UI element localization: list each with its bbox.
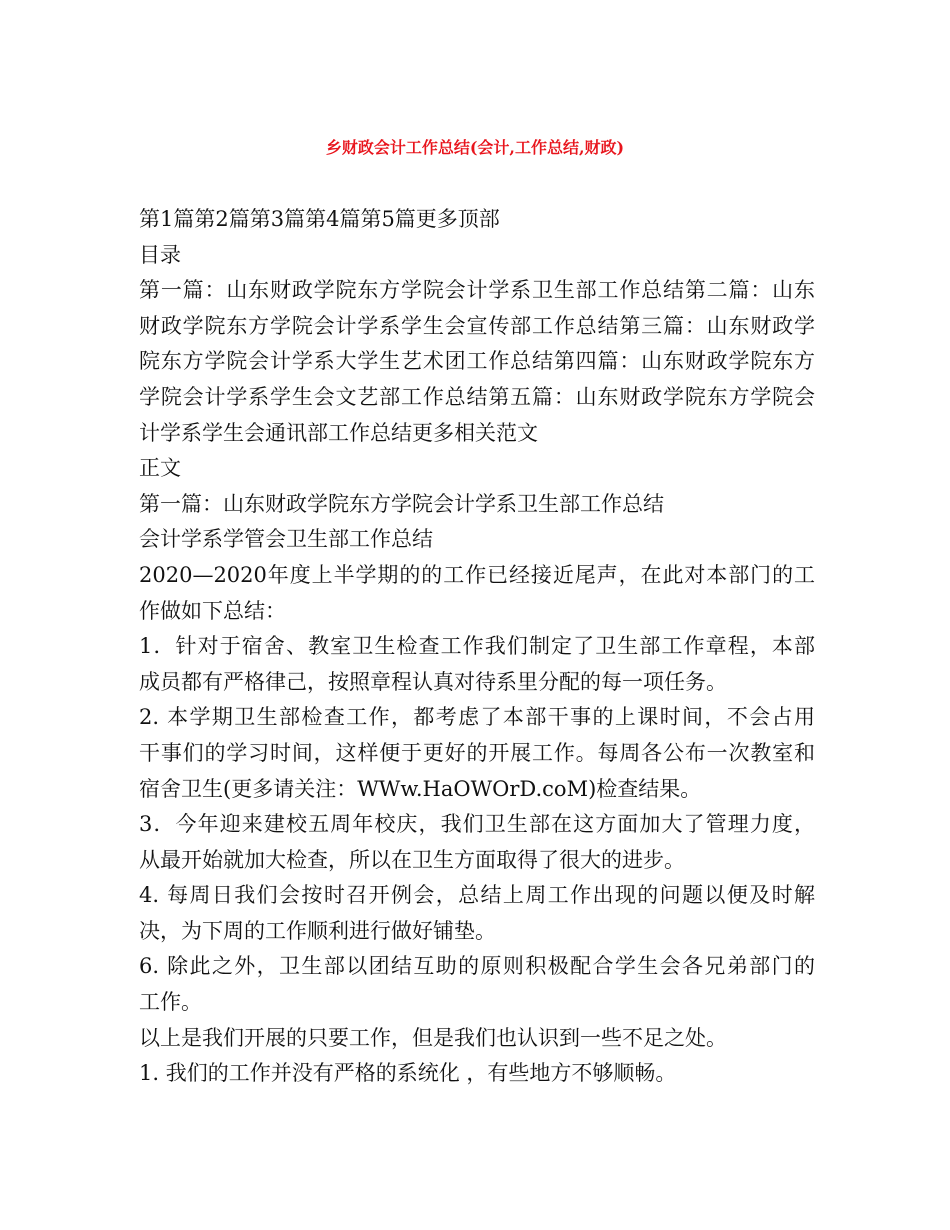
body-line: 1. 我们的工作并没有严格的系统化 ，有些地方不够顺畅。 [139,1061,677,1086]
body-line: 会计学系学管会卫生部工作总结 [139,527,433,552]
document-title: 乡财政会计工作总结(会计,工作总结,财政) [325,138,625,157]
body-line: 2020—2020年度上半学期的的工作已经接近尾声，在此对本部门的工 [139,562,815,587]
document-body [139,202,815,1092]
body-line: 正文 [139,456,181,481]
body-line: 第1篇第2篇第3篇第4篇第5篇更多顶部 [139,207,500,231]
body-line: 以上是我们开展的只要工作，但是我们也认识到一些不足之处。 [139,1025,727,1050]
body-line: 3．今年迎来建校五周年校庆，我们卫生部在这方面加大了管理力度， [139,812,815,837]
body-line: 4. 每周日我们会按时召开例会，总结上周工作出现的问题以便及时解 [139,883,815,908]
body-line: 工作。 [139,990,202,1015]
body-line: 第一篇：山东财政学院东方学院会计学系卫生部工作总结 [139,491,664,516]
body-line: 财政学院东方学院会计学系学生会宣传部工作总结第三篇：山东财政学 [139,313,815,338]
body-line: 院东方学院会计学系大学生艺术团工作总结第四篇：山东财政学院东方 [139,349,815,374]
body-line: 6. 除此之外，卫生部以团结互助的原则积极配合学生会各兄弟部门的 [139,954,815,979]
body-line: 学院会计学系学生会文艺部工作总结第五篇：山东财政学院东方学院会 [139,384,815,409]
body-line: 2. 本学期卫生部检查工作，都考虑了本部干事的上课时间，不会占用 [139,705,815,730]
body-line: 从最开始就加大检查，所以在卫生方面取得了很大的进步。 [139,847,685,872]
body-line: 决，为下周的工作顺利进行做好铺垫。 [139,918,496,943]
body-line: 目录 [139,242,181,267]
body-line: 成员都有严格律己，按照章程认真对待系里分配的每一项任务。 [139,669,727,694]
body-line: 1．针对于宿舍、教室卫生检查工作我们制定了卫生部工作章程，本部 [139,634,815,659]
body-line: 作做如下总结： [139,598,286,623]
body-line: 干事们的学习时间，这样便于更好的开展工作。每周各公布一次教室和 [139,740,815,765]
body-line: 宿舍卫生(更多请关注：WWw.HaOWOrD.coM)检查结果。 [139,776,702,801]
body-line: 第一篇：山东财政学院东方学院会计学系卫生部工作总结第二篇：山东 [139,278,815,303]
body-line: 计学系学生会通讯部工作总结更多相关范文 [139,420,538,445]
